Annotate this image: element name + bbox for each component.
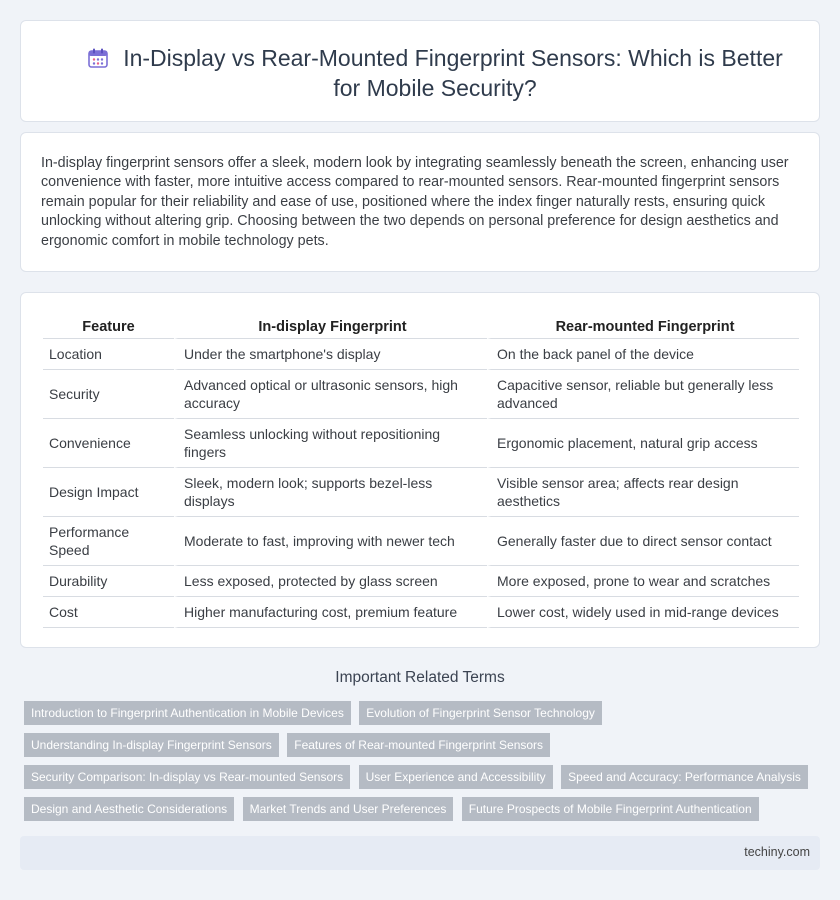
table-cell-rear-mounted: Generally faster due to direct sensor contact xyxy=(487,517,799,566)
related-term-tag[interactable]: Features of Rear-mounted Fingerprint Sensors xyxy=(287,733,550,757)
comparison-card xyxy=(20,292,820,648)
table-row xyxy=(43,566,799,597)
table-cell-rear-mounted: Visible sensor area; affects rear design aesthetics xyxy=(487,468,799,517)
table-cell-feature: Design Impact xyxy=(43,468,174,517)
footer-site-name[interactable]: techiny.com xyxy=(744,845,810,859)
column-header-rear-mounted: Rear-mounted Fingerprint xyxy=(487,315,799,339)
related-term-tag[interactable]: Future Prospects of Mobile Fingerprint Authentication xyxy=(462,797,759,821)
related-term-tag[interactable]: Understanding In-display Fingerprint Sensors xyxy=(24,733,279,757)
table-cell-feature: Location xyxy=(43,339,174,370)
tag-row xyxy=(24,701,824,733)
footer-bar xyxy=(20,836,820,870)
table-cell-in-display: Less exposed, protected by glass screen xyxy=(174,566,487,597)
table-row xyxy=(43,339,799,370)
table-cell-in-display: Seamless unlocking without repositioning fingers xyxy=(174,419,487,468)
table-cell-rear-mounted: More exposed, prone to wear and scratches xyxy=(487,566,799,597)
table-cell-rear-mounted: Lower cost, widely used in mid-range devices xyxy=(487,597,799,628)
table-cell-in-display: Advanced optical or ultrasonic sensors, high accuracy xyxy=(174,370,487,419)
comparison-table xyxy=(43,315,799,628)
table-cell-feature: Cost xyxy=(43,597,174,628)
page-title: In-Display vs Rear-Mounted Fingerprint Sensors: Which is Better for Mobile Security? xyxy=(123,45,783,101)
header-card xyxy=(20,20,820,122)
related-term-tag[interactable]: Market Trends and User Preferences xyxy=(243,797,454,821)
related-term-tag[interactable]: Evolution of Fingerprint Sensor Technology xyxy=(359,701,602,725)
table-cell-feature: Durability xyxy=(43,566,174,597)
related-term-tag[interactable]: Design and Aesthetic Considerations xyxy=(24,797,234,821)
intro-paragraph: In-display fingerprint sensors offer a sleek, modern look by integrating seamlessly beneath the screen, enhancing user convenience with faster, more intuitive access compared to rear-mounted sensors. Rear-mounted fingerprint sensors remain popular for their reliability and ease of use, positioned where the index finger naturally rests, ensuring quick unlocking without altering grip. Choosing between the two depends on personal preference for design aesthetics and ergonomic comfort in mobile technology pets. xyxy=(41,155,789,249)
table-cell-in-display: Higher manufacturing cost, premium feature xyxy=(174,597,487,628)
table-row xyxy=(43,468,799,517)
table-cell-in-display: Sleek, modern look; supports bezel-less displays xyxy=(174,468,487,517)
related-term-tag[interactable]: Introduction to Fingerprint Authentication in Mobile Devices xyxy=(24,701,351,725)
table-row xyxy=(43,370,799,419)
tag-row xyxy=(24,765,824,797)
related-term-tag[interactable]: User Experience and Accessibility xyxy=(359,765,553,789)
calendar-icon xyxy=(87,47,109,69)
table-cell-feature: Convenience xyxy=(43,419,174,468)
page-title-wrap xyxy=(81,43,789,103)
related-term-tag[interactable]: Security Comparison: In-display vs Rear-mounted Sensors xyxy=(24,765,350,789)
column-header-in-display: In-display Fingerprint xyxy=(174,315,487,339)
table-cell-rear-mounted: Capacitive sensor, reliable but generally less advanced xyxy=(487,370,799,419)
related-term-tag[interactable]: Speed and Accuracy: Performance Analysis xyxy=(561,765,808,789)
table-cell-feature: Performance Speed xyxy=(43,517,174,566)
table-cell-in-display: Under the smartphone's display xyxy=(174,339,487,370)
tag-row xyxy=(24,733,824,765)
table-cell-feature: Security xyxy=(43,370,174,419)
table-cell-in-display: Moderate to fast, improving with newer tech xyxy=(174,517,487,566)
table-cell-rear-mounted: Ergonomic placement, natural grip access xyxy=(487,419,799,468)
related-terms-list xyxy=(24,701,824,829)
table-header-row xyxy=(43,315,799,339)
table-row xyxy=(43,419,799,468)
intro-card xyxy=(20,132,820,272)
table-row xyxy=(43,597,799,628)
related-terms-heading: Important Related Terms xyxy=(335,669,505,686)
tag-row xyxy=(24,797,824,829)
table-cell-rear-mounted: On the back panel of the device xyxy=(487,339,799,370)
table-row xyxy=(43,517,799,566)
column-header-feature: Feature xyxy=(43,315,174,339)
